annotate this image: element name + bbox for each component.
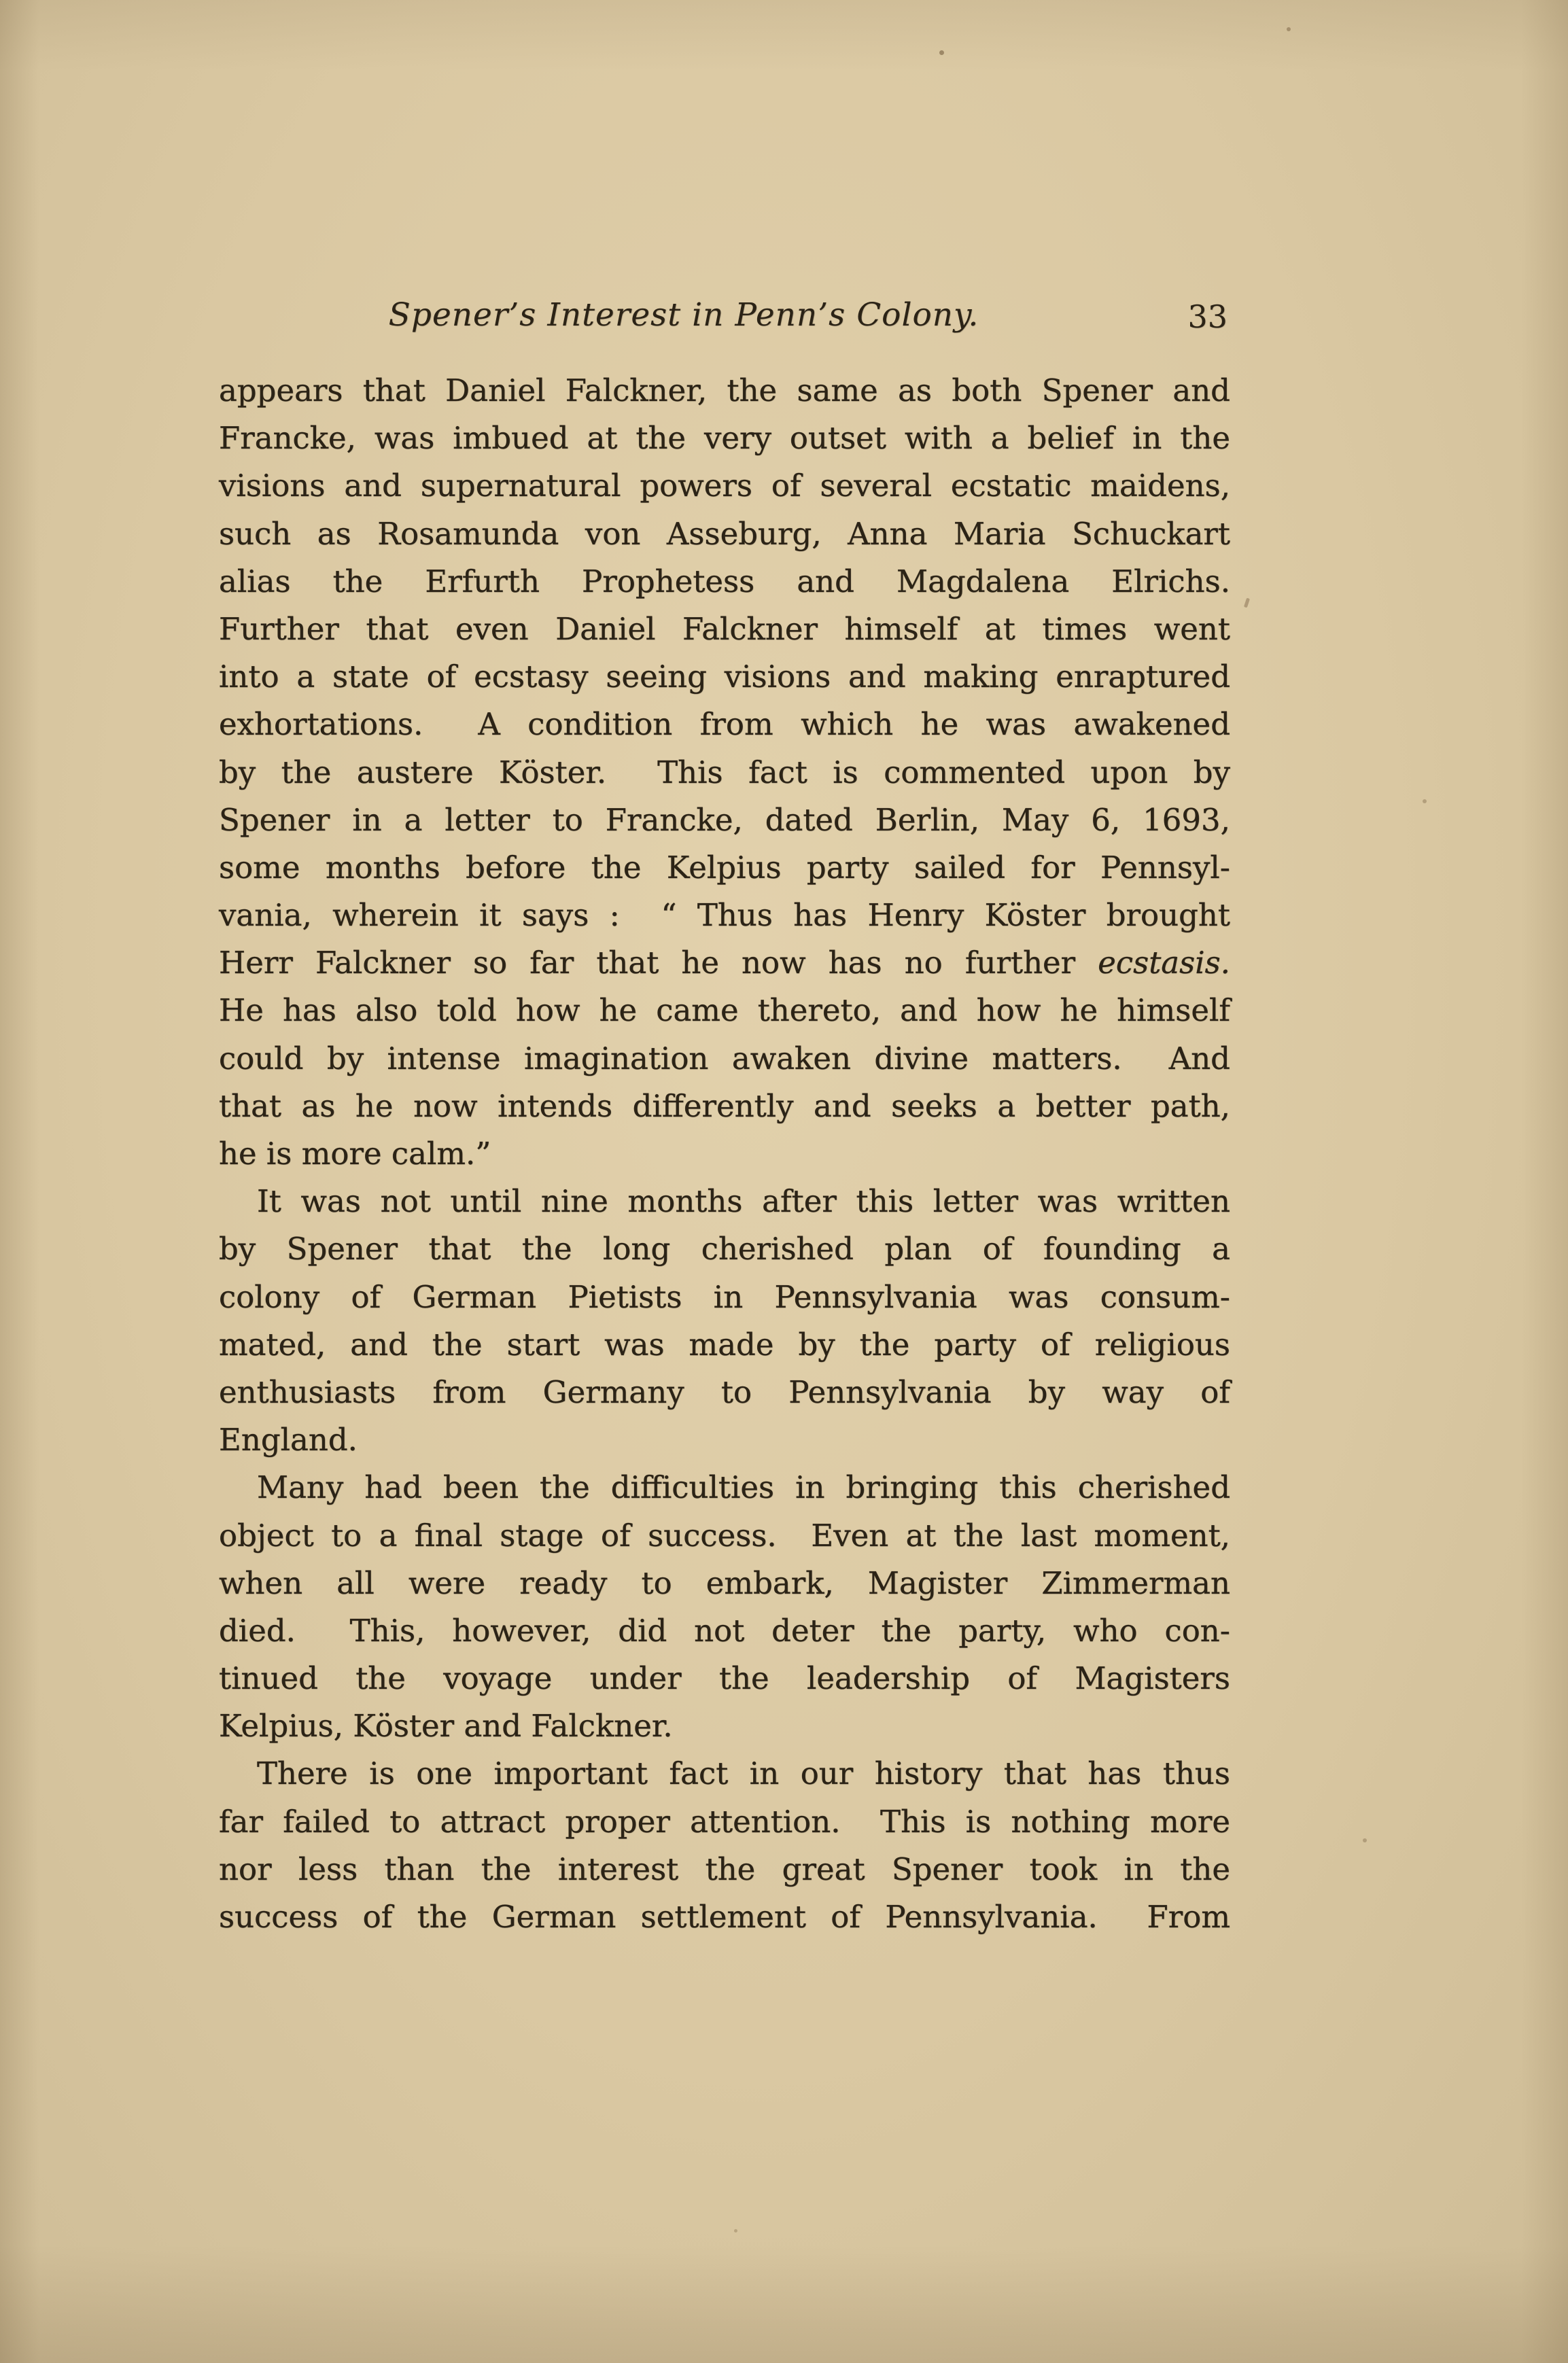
text-run: There is one important fact in our history that has thus [257,1755,1230,1792]
text-run: Spener in a letter to Francke, dated Berlin, May 6, 1693, [219,801,1230,838]
text-line [219,558,1230,606]
paper-speck [939,50,944,55]
text-run: alias the Erfurth Prophetess and Magdalena Elrichs. [219,563,1230,599]
text-line [219,1846,1230,1893]
text-line [219,1083,1230,1130]
paper-speck [1287,27,1291,31]
paper-speck [1423,799,1427,803]
page-number: 33 [1187,298,1227,335]
text-run: into a state of ecstasy seeing visions and making enraptured [219,659,1230,695]
text-run: that as he now intends differently and seeks a better path, [219,1087,1230,1124]
text-line [219,462,1230,510]
text-run: such as Rosamunda von Asseburg, Anna Maria Schuckart [219,515,1230,552]
text-run: England. [219,1422,358,1458]
page-title: Spener’s Interest in Penn’s Colony. [388,296,979,334]
text-line [219,1702,1230,1750]
text-line [219,1416,1230,1464]
text-line [219,844,1230,892]
text-line [219,797,1230,844]
text-run: appears that Daniel Falckner, the same as both Spener and [219,372,1230,408]
italic-text-run: ecstasis. [1098,945,1230,981]
paragraph [219,1464,1230,1750]
text-run: some months before the Kelpius party sailed for Pennsyl- [219,849,1230,886]
text-line [219,987,1230,1034]
paragraph [219,367,1230,1178]
text-run: object to a final stage of success. Even at the last moment, [219,1517,1230,1554]
text-run: He has also told how he came thereto, and how he himself [219,992,1230,1029]
paragraph [219,1178,1230,1464]
text-body [219,367,1230,1941]
text-line [219,367,1230,415]
text-line [219,1369,1230,1416]
text-line [219,1893,1230,1941]
paper-speck [1363,1838,1367,1842]
paper-speck [734,2229,737,2233]
text-line [219,1655,1230,1702]
text-line [219,1607,1230,1655]
text-line [219,892,1230,939]
text-line [219,1178,1230,1225]
text-run: he is more calm.” [219,1136,491,1172]
text-line [219,1464,1230,1511]
text-run: Francke, was imbued at the very outset with a belief in the [219,420,1230,457]
paper-speck [1244,598,1250,608]
text-run: It was not until nine months after this letter was written [257,1183,1230,1220]
text-run: when all were ready to embark, Magister Zimmerman [219,1564,1230,1601]
text-line [219,1512,1230,1560]
paragraph [219,1750,1230,1941]
text-run: far failed to attract proper attention. This is nothing more [219,1803,1230,1840]
text-run: nor less than the interest the great Spener took in the [219,1851,1230,1887]
text-line [219,1560,1230,1607]
text-run: colony of German Pietists in Pennsylvania was consum- [219,1278,1230,1315]
text-line [219,1750,1230,1798]
text-line [219,415,1230,462]
text-run: vania, wherein it says : “ Thus has Henry Köster brought [219,897,1230,934]
text-line [219,1130,1230,1178]
paper-speck [307,1333,311,1337]
text-run: died. This, however, did not deter the party, who con- [219,1612,1230,1649]
text-run: visions and supernatural powers of several ecstatic maidens, [219,468,1230,504]
text-line [219,606,1230,653]
text-line [219,1035,1230,1083]
text-line [219,701,1230,748]
text-line [219,653,1230,701]
text-line [219,1798,1230,1846]
text-line [219,1321,1230,1369]
text-run: exhortations. A condition from which he was awakened [219,706,1230,743]
text-run: success of the German settlement of Pennsylvania. From [219,1899,1230,1935]
text-run: Herr Falckner so far that he now has no further [219,945,1098,981]
text-run: by Spener that the long cherished plan of founding a [219,1231,1230,1267]
text-line [219,1225,1230,1273]
text-run: mated, and the start was made by the party of religious [219,1326,1230,1363]
text-run: Further that even Daniel Falckner himself at times went [219,610,1230,647]
text-line [219,510,1230,558]
text-run: by the austere Köster. This fact is commented upon by [219,754,1230,790]
text-line [219,1274,1230,1321]
text-run: tinued the voyage under the leadership of Magisters [219,1660,1230,1697]
text-run: could by intense imagination awaken divine matters. And [219,1040,1230,1077]
running-header [219,291,1230,340]
text-line [219,749,1230,797]
text-run: Kelpius, Köster and Falckner. [219,1708,673,1745]
text-run: Many had been the difficulties in bringing this cherished [257,1469,1230,1506]
text-run: enthusiasts from Germany to Pennsylvania by way of [219,1373,1230,1410]
text-line [219,939,1230,987]
